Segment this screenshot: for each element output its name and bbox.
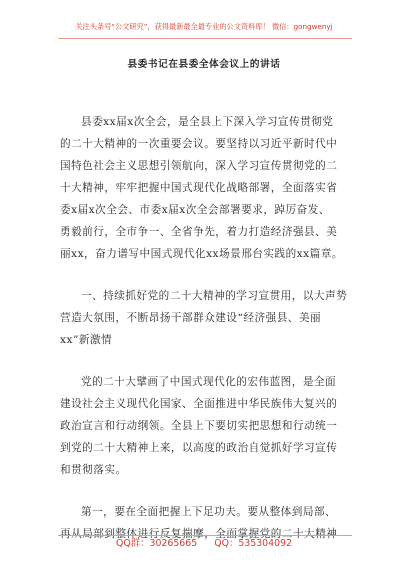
- footer-contact: [0, 538, 408, 550]
- text-line: 委x届x次全会、市委x届x次全会部署要求，踔厉奋发、: [60, 204, 330, 216]
- document-title: 县委书记在县委全体会议上的讲话: [127, 59, 281, 70]
- qq-number: QQ：535304092: [214, 538, 293, 549]
- text-line: 丽xx，奋力谱写中国式现代化xx场景邢台实践的xx篇章。: [60, 248, 343, 260]
- text-line: 到党的二十大精神上来，以高度的政治自觉抓好学习宣传: [60, 442, 338, 454]
- text-line: 和贯彻落实。: [60, 464, 127, 476]
- text-line: 再从局部到整体进行反复揣摩，全面掌握党的二十大精神: [60, 528, 338, 540]
- text-line: 勇毅前行，全市争一、全省争先，着力打造经济强县、美: [60, 226, 338, 238]
- text-line: xx”新激情: [60, 334, 113, 346]
- text-line: 营造大氛围，不断昂扬干部群众建设“经济强县、美丽: [60, 312, 322, 324]
- text-line: 县委xx届x次全会，是全县上下深入学习宣传贯彻党: [81, 116, 334, 128]
- text-line: 党的二十大擘画了中国式现代化的宏伟蓝图，是全面: [81, 376, 337, 388]
- text-line: 政治宣言和行动纲领。全县上下要切实把思想和行动统一: [60, 420, 338, 432]
- paragraph-blueprint: [60, 371, 356, 481]
- text-line: 国特色社会主义思想引领航向，深入学习宣传贯彻党的二: [60, 160, 338, 172]
- header-divider: [58, 38, 352, 39]
- section-heading-1: [60, 285, 356, 351]
- text-line: 一、持续抓好党的二十大精神的学习宣贯用，以大声势: [81, 290, 348, 302]
- header-banner: 关注头条号“公文研究”，获得最新最全最专业的公文资料库！ 微信：gongwenyj: [75, 22, 333, 31]
- text-line: 十大精神，牢牢把握中国式现代化战略部署，全面落实省: [60, 182, 338, 194]
- footer-divider: [58, 535, 352, 536]
- text-line: 建设社会主义现代化国家、全面推进中华民族伟大复兴的: [60, 398, 338, 410]
- text-line: 第一，要在全面把握上下足功夫。要从整体到局部、: [81, 506, 337, 518]
- paragraph-intro: [60, 111, 356, 265]
- document-body: [60, 111, 356, 545]
- text-line: 的二十大精神的一次重要会议。要坚持以习近平新时代中: [60, 138, 338, 150]
- qq-group-number: QQ群：30265665: [115, 538, 198, 549]
